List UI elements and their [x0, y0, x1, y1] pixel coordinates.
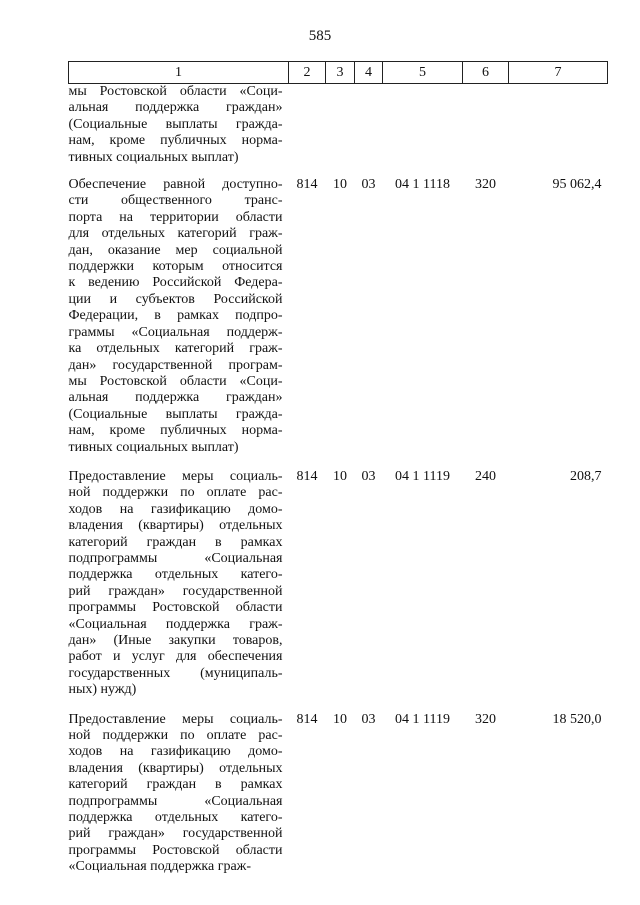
row-description	[69, 469, 289, 712]
description-line: программы Ростовской области	[68, 600, 283, 616]
description-line: владения (квартиры) отдельных	[68, 518, 283, 534]
ministry-code: 814	[296, 711, 318, 727]
ministry-code: 814	[296, 177, 318, 193]
description-line: поддержки которым относится	[68, 259, 283, 275]
description-line: рий граждан» государственной	[68, 826, 283, 842]
expense-type-code: 320	[475, 711, 496, 727]
description-line: альная поддержка граждан»	[68, 390, 283, 406]
description-line: ходов на газификацию домо-	[68, 501, 283, 517]
subsection-code: 03	[361, 711, 376, 727]
page-number: 585	[308, 28, 332, 44]
description-line: владения (квартиры) отдельных	[68, 760, 283, 776]
description-line: поддержка отдельных катего-	[68, 810, 283, 826]
description-line: «Социальная поддержка граж-	[68, 859, 251, 875]
row-description	[69, 84, 289, 178]
description-line: категорий граждан в рамках	[68, 534, 283, 550]
description-line: мы Ростовской области «Соци-	[68, 84, 283, 99]
description-line: подпрограммы «Социальная	[68, 793, 283, 809]
section-code: 10	[333, 177, 347, 193]
row-description	[69, 712, 289, 889]
empty-cell	[355, 84, 383, 178]
description-line: Предоставление меры социаль-	[68, 711, 283, 727]
description-line: категорий граждан в рамках	[68, 777, 283, 793]
description-line: рий граждан» государственной	[68, 583, 283, 599]
description-line: ных) нужд)	[68, 682, 137, 698]
description-line: граммы «Социальная поддерж-	[68, 324, 283, 340]
description-line: порта на территории области	[68, 209, 283, 225]
description-line: «Социальная поддержка граж-	[68, 616, 283, 632]
table-row	[69, 469, 608, 712]
budget-table	[68, 61, 608, 889]
empty-cell	[463, 84, 509, 178]
section-code: 10	[333, 468, 347, 484]
expense-type-code: 320	[475, 177, 496, 193]
description-line: нам, кроме публичных норма-	[68, 423, 283, 439]
description-line: дан, оказание мер социальной	[68, 242, 283, 258]
subsection-code: 03	[361, 177, 376, 193]
column-header: 4	[355, 62, 383, 84]
description-line: дан» государственной програм-	[68, 357, 283, 373]
column-header: 3	[326, 62, 355, 84]
row-description	[69, 177, 289, 469]
section-code: 10	[333, 711, 347, 727]
description-line: для отдельных категорий граж-	[68, 226, 283, 242]
description-line: нам, кроме публичных норма-	[68, 133, 283, 149]
description-line: ной поддержки по оплате рас-	[68, 485, 283, 501]
description-line: сти общественного транс-	[68, 193, 283, 209]
table-row-continuation	[69, 84, 608, 178]
column-header: 5	[383, 62, 463, 84]
description-line: поддержка отдельных катего-	[68, 567, 283, 583]
description-line: программы Ростовской области	[68, 842, 283, 858]
target-article-code: 04 1 1118	[395, 177, 450, 193]
description-line: ции и субъектов Российской	[68, 291, 283, 307]
column-header: 1	[69, 62, 289, 84]
description-line: (Социальные выплаты гражда-	[68, 406, 283, 422]
description-line: (Социальные выплаты гражда-	[68, 116, 283, 132]
table-row	[69, 712, 608, 889]
description-line: подпрограммы «Социальная	[68, 550, 283, 566]
ministry-code: 814	[296, 468, 318, 484]
description-line: тивных социальных выплат)	[68, 439, 239, 455]
empty-cell	[326, 84, 355, 178]
header-row	[69, 62, 608, 84]
description-line: Предоставление меры социаль-	[68, 468, 283, 484]
description-line: ходов на газификацию домо-	[68, 744, 283, 760]
description-line: к ведению Российской Федера-	[68, 275, 283, 291]
description-line: мы Ростовской области «Соци-	[68, 373, 283, 389]
amount: 18 520,0	[552, 711, 602, 727]
column-header: 6	[463, 62, 509, 84]
description-line: тивных социальных выплат)	[68, 149, 239, 165]
description-line: Обеспечение равной доступно-	[68, 177, 283, 193]
target-article-code: 04 1 1119	[395, 468, 450, 484]
description-line: альная поддержка граждан»	[68, 100, 283, 116]
description-line: ка отдельных категорий граж-	[68, 341, 283, 357]
expense-type-code: 240	[475, 468, 496, 484]
column-header: 7	[509, 62, 608, 84]
empty-cell	[509, 84, 608, 178]
target-article-code: 04 1 1119	[395, 711, 450, 727]
amount: 95 062,4	[552, 177, 602, 193]
description-line: дан» (Иные закупки товаров,	[68, 633, 283, 648]
amount: 208,7	[570, 468, 602, 484]
description-line: ной поддержки по оплате рас-	[68, 728, 283, 744]
empty-cell	[289, 84, 326, 178]
empty-cell	[383, 84, 463, 178]
subsection-code: 03	[361, 468, 376, 484]
description-line: Федерации, в рамках подпро-	[68, 308, 283, 324]
table-row	[69, 177, 608, 469]
description-line: государственных (муниципаль-	[68, 665, 283, 681]
description-line: работ и услуг для обеспечения	[68, 649, 283, 665]
column-header: 2	[289, 62, 326, 84]
